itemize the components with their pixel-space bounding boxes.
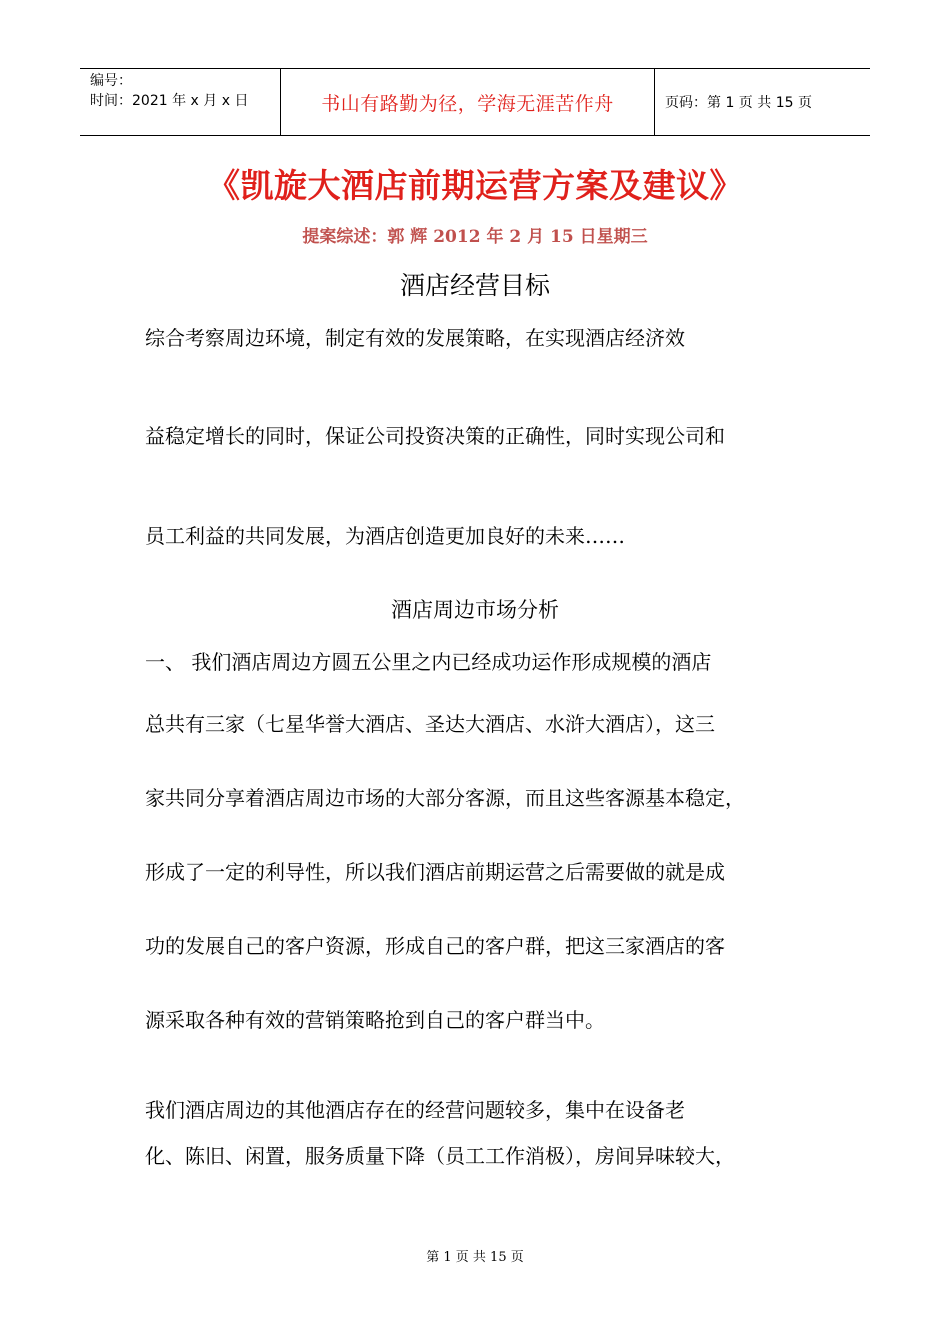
paragraph-line: 益稳定增长的同时，保证公司投资决策的正确性，同时实现公司和 [145, 424, 725, 448]
motto-text: 书山有路勤为径，学海无涯苦作舟 [321, 92, 614, 115]
paragraph-line: 形成了一定的利导性，所以我们酒店前期运营之后需要做的就是成 [145, 860, 725, 884]
header-meta-cell [80, 69, 281, 135]
paragraph-line: 综合考察周边环境，制定有效的发展策略，在实现酒店经济效 [145, 326, 685, 350]
paragraph-line: 员工利益的共同发展，为酒店创造更加良好的未来…… [145, 524, 625, 548]
paragraph-line: 家共同分享着酒店周边市场的大部分客源，而且这些客源基本稳定， [145, 786, 745, 810]
time-label: 时间：2021 年 x 月 x 日 [90, 93, 249, 109]
paragraph-line: 源采取各种有效的营销策略抢到自己的客户群当中。 [145, 1008, 605, 1032]
paragraph-line: 化、陈旧、闲置，服务质量下降（员工工作消极），房间异味较大， [145, 1144, 735, 1168]
section-heading-market: 酒店周边市场分析 [391, 598, 559, 622]
header-page-cell [655, 69, 870, 135]
serial-label: 编号： [90, 73, 132, 89]
document-title: 《凯旋大酒店前期运营方案及建议》 [207, 166, 743, 205]
document-header-table [80, 68, 870, 136]
paragraph-line: 我们酒店周边的其他酒店存在的经营问题较多，集中在设备老 [145, 1098, 685, 1122]
section-heading-goals: 酒店经营目标 [399, 271, 550, 300]
paragraph-line: 总共有三家（七星华誉大酒店、圣达大酒店、水浒大酒店），这三 [145, 712, 715, 736]
header-motto-cell [281, 69, 655, 135]
page-info: 页码：第 1 页 共 15 页 [665, 95, 812, 111]
paragraph-line: 一、 我们酒店周边方圆五公里之内已经成功运作形成规模的酒店 [145, 650, 712, 674]
paragraph-line: 功的发展自己的客户资源，形成自己的客户群，把这三家酒店的客 [145, 934, 725, 958]
document-subtitle: 提案综述：郭 辉 2012 年 2 月 15 日星期三 [302, 227, 648, 247]
page-footer: 第 1 页 共 15 页 [426, 1250, 524, 1265]
